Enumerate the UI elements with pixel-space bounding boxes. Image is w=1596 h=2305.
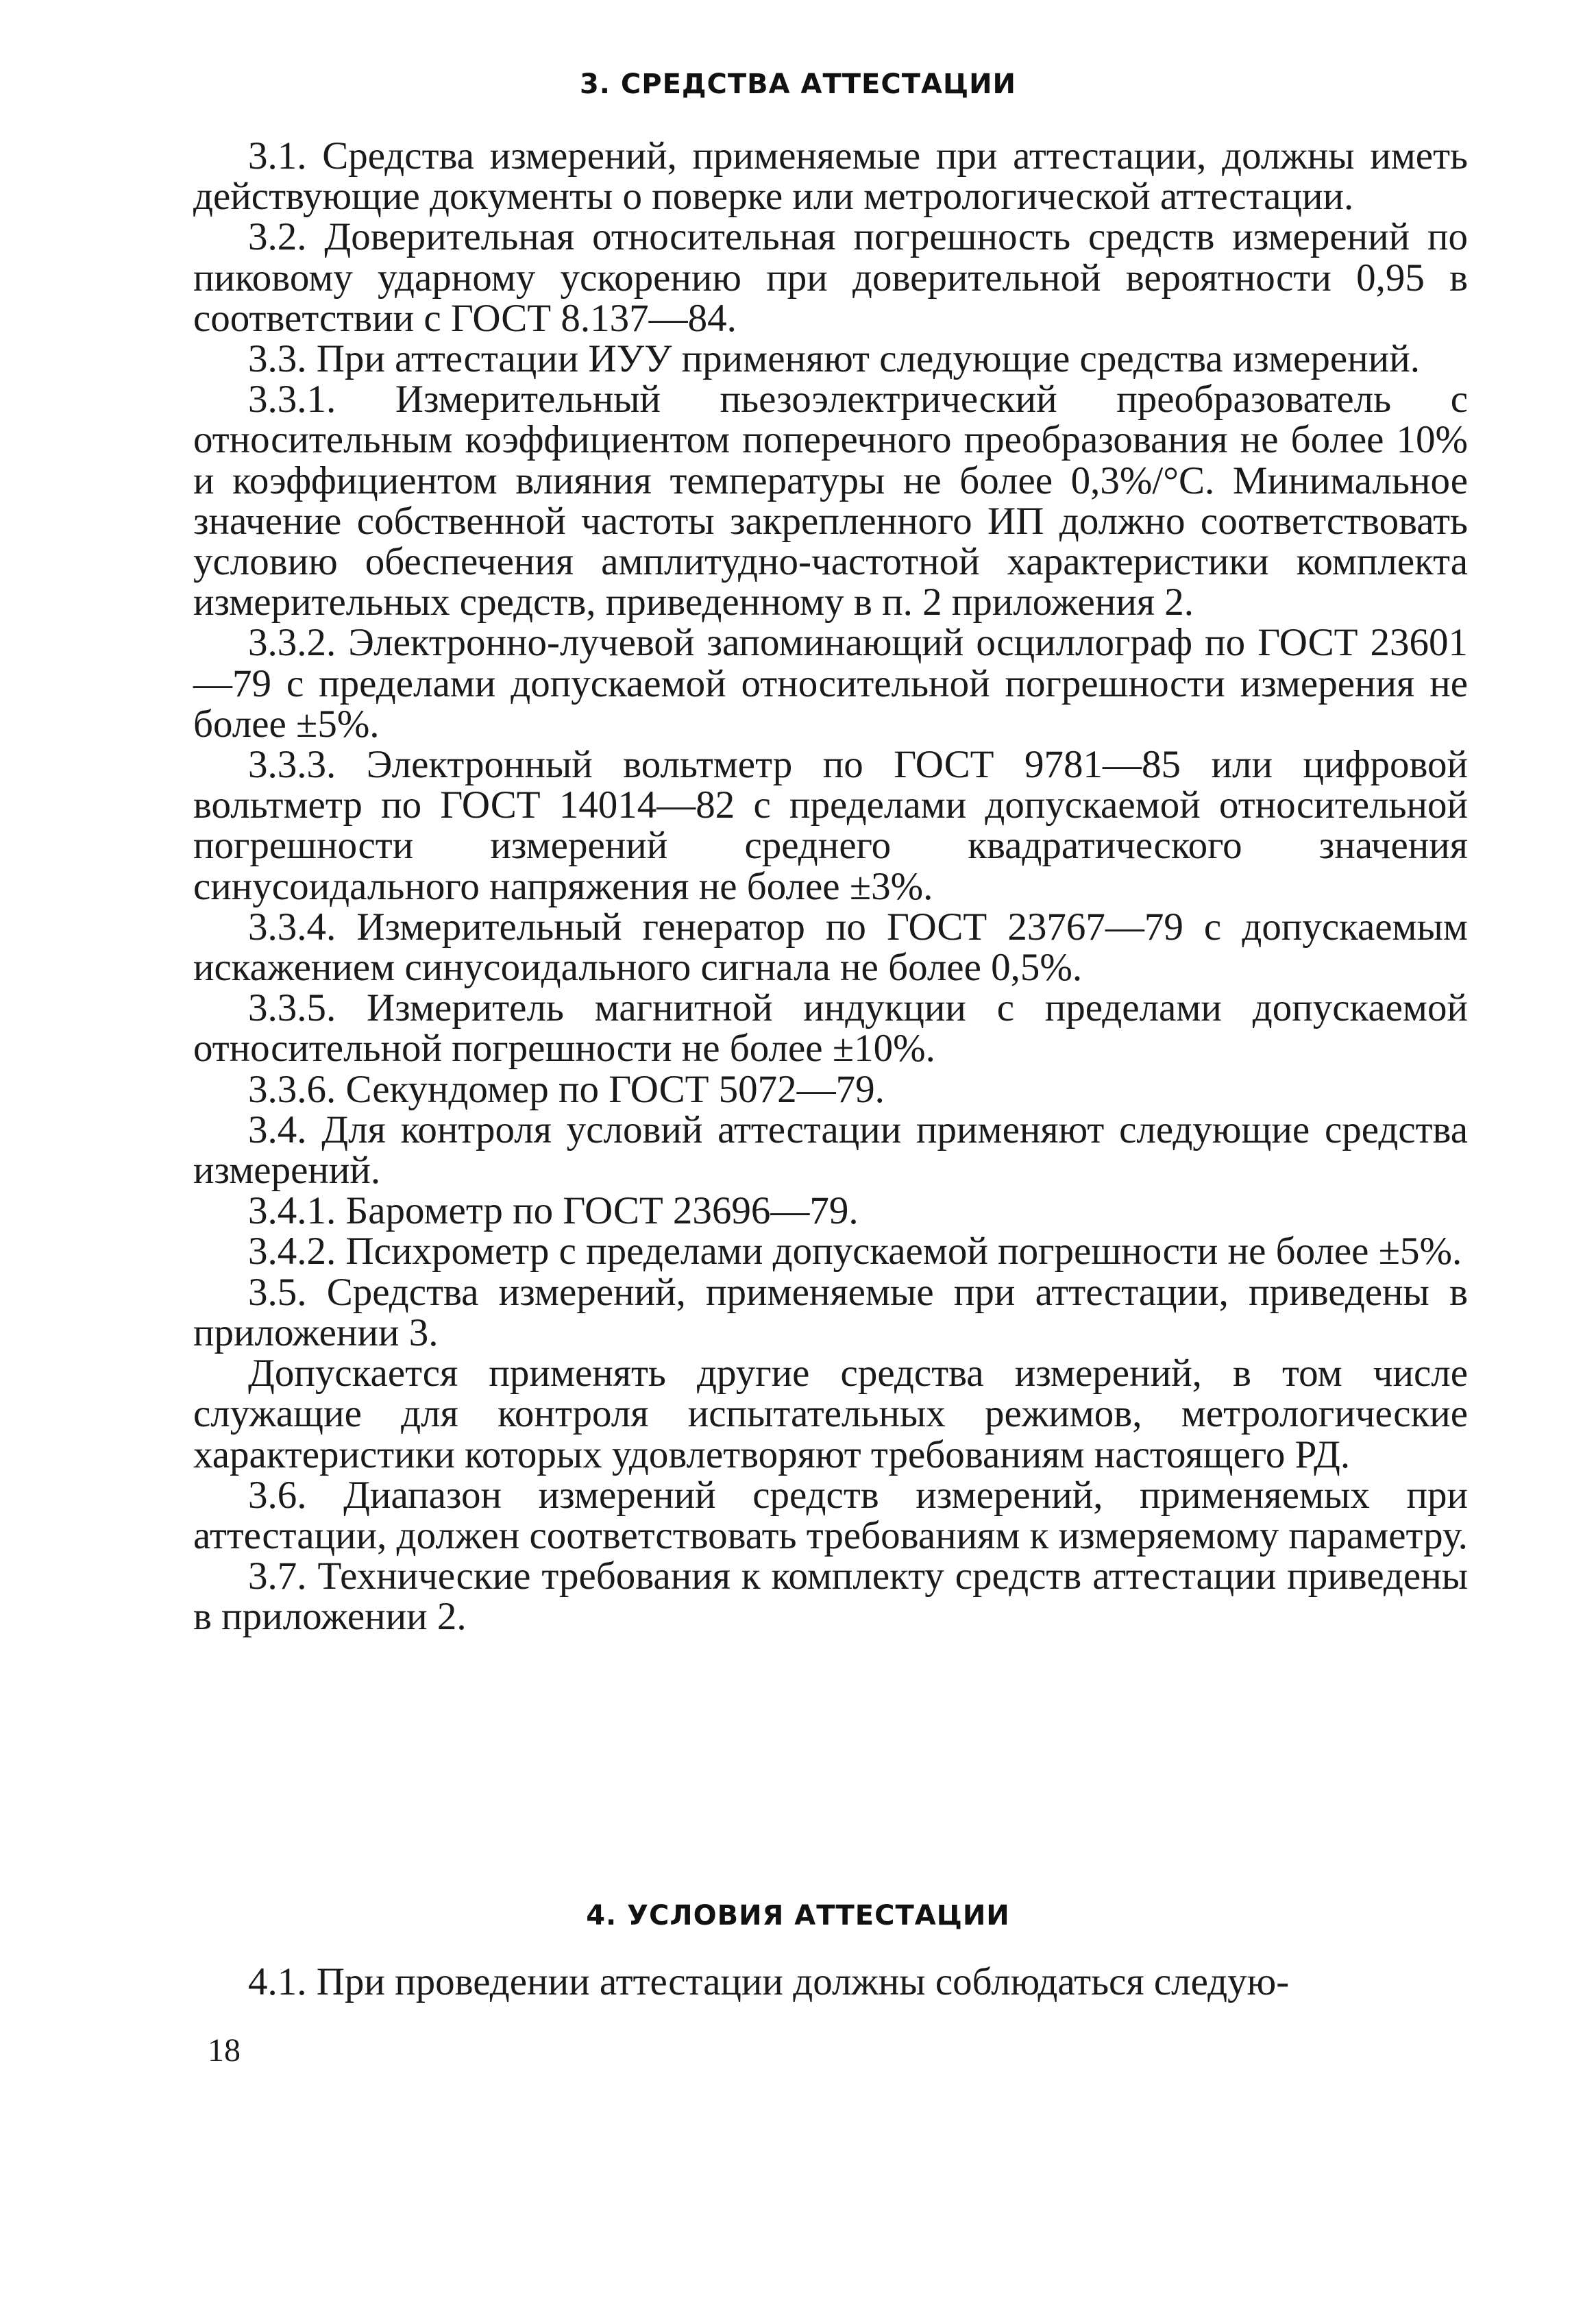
paragraph-3-3-6: 3.3.6. Секундомер по ГОСТ 5072—79. [248, 1067, 885, 1111]
paragraph-3-5: 3.5. Средства измерений, применяемые при аттестации, приведены в приложении 3. [193, 1270, 1468, 1354]
paragraph-3-3-2: 3.3.2. Электронно-лучевой запоминающий осциллограф по ГОСТ 23601—79 с пределами допускаемой относительной погрешности измерения не более ±5%. [193, 621, 1468, 746]
section-3-heading: 3. СРЕДСТВА АТТЕСТАЦИИ [579, 69, 1017, 100]
paragraph-3-7: 3.7. Технические требования к комплекту средств аттестации приведены в приложении 2. [193, 1554, 1468, 1639]
section-4-heading: 4. УСЛОВИЯ АТТЕСТАЦИИ [586, 1900, 1010, 1931]
paragraph-3-6: 3.6. Диапазон измерений средств измерений, применяемых при аттестации, должен соответствовать требованиям к измеряемому параметру. [193, 1473, 1468, 1557]
paragraph-3-3-3: 3.3.3. Электронный вольтметр по ГОСТ 9781—85 или цифровой вольтметр по ГОСТ 14014—82 с пределами допускаемой относительной погрешности измерений среднего квадратического значения синусоидального напряжения не более ±3%. [193, 743, 1468, 908]
paragraph-3-2: 3.2. Доверительная относительная погрешность средств измерений по пиковому ударному ускорению при доверительной вероятности 0,95 в соответствии с ГОСТ 8.137—84. [193, 215, 1468, 340]
paragraph-3-4: 3.4. Для контроля условий аттестации применяют следующие средства измерений. [193, 1108, 1468, 1193]
paragraph-3-4-1: 3.4.1. Барометр по ГОСТ 23696—79. [248, 1189, 859, 1233]
paragraph-3-3-5: 3.3.5. Измеритель магнитной индукции с пределами допускаемой относительной погрешности не более ±10%. [193, 986, 1468, 1071]
paragraph-3-4-2: 3.4.2. Психрометр с пределами допускаемой погрешности не более ±5%. [248, 1230, 1462, 1273]
paragraph-3-5-note: Допускается применять другие средства измерений, в том числе служащие для контроля испытательных режимов, метрологические характеристики которых удовлетворяют требованиям настоящего РД. [193, 1352, 1468, 1476]
paragraph-3-3-1: 3.3.1. Измерительный пьезоэлектрический преобразователь с относительным коэффициентом поперечного преобразования не более 10% и коэффициентом влияния температуры не более 0,3%/°С. Минимальное значение собственной частоты закрепленного ИП должно соответствовать условию обеспечения амплитудно-частотной характеристики комплекта измерительных средств, приведенному в п. 2 приложения 2. [193, 378, 1468, 624]
section-4-body [193, 1962, 1468, 2002]
paragraph-4-1: 4.1. При проведении аттестации должны соблюдаться следую- [248, 1960, 1290, 2003]
paragraph-3-3: 3.3. При аттестации ИУУ применяют следующие средства измерений. [248, 337, 1420, 381]
page-number: 18 [208, 2032, 241, 2069]
section-3-body [193, 136, 1468, 1637]
paragraph-3-3-4: 3.3.4. Измерительный генератор по ГОСТ 23767—79 с допускаемым искажением синусоидального сигнала не более 0,5%. [193, 905, 1468, 990]
paragraph-3-1: 3.1. Средства измерений, применяемые при аттестации, должны иметь действующие документы о поверке или метрологической аттестации. [193, 134, 1468, 219]
